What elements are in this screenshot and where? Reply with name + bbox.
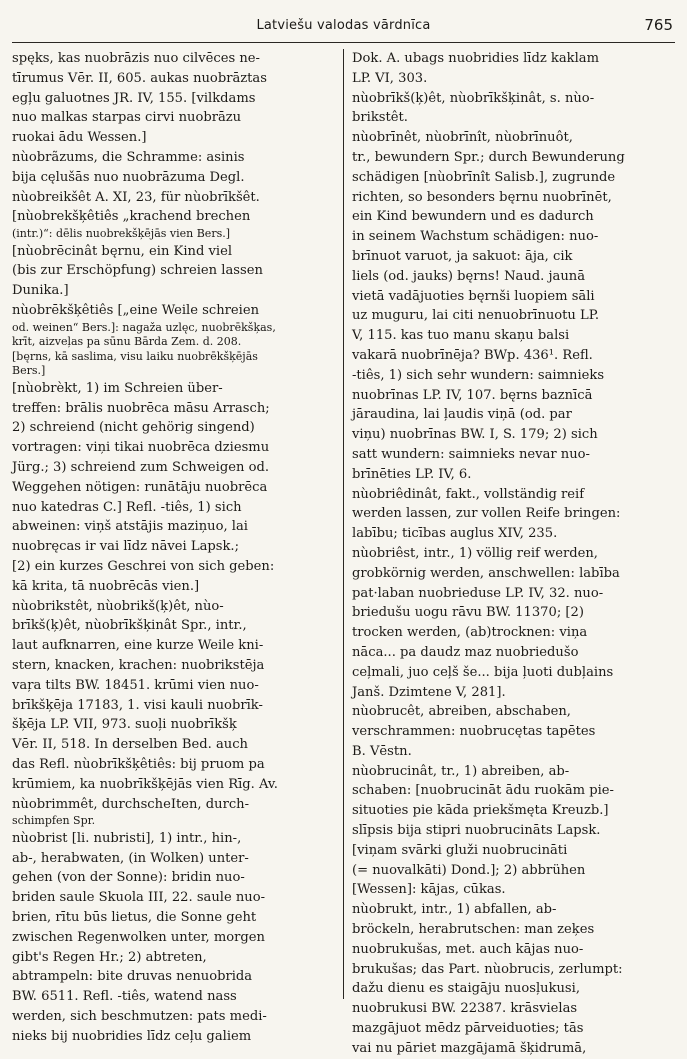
- text-line: ruokai ādu Wessen.]: [12, 130, 147, 146]
- text-line: nùobrucêt, abreiben, abschaben,: [352, 704, 571, 720]
- text-line: nùobrist [li. nubristi], 1) intr., hin-,: [12, 830, 242, 846]
- text-line: gehen (von der Sonne): bridin nuo-: [12, 870, 245, 886]
- text-line: [nùobrèkt, 1) im Schreien über-: [12, 380, 223, 396]
- text-line: stern, knacken, krachen: nuobrikstēja: [12, 658, 265, 674]
- text-line: nuobrīnas LP. IV, 107. bęrns baznīcā: [352, 387, 593, 403]
- text-line: schimpfen Spr.: [12, 814, 96, 828]
- text-line: nùobrēkšķêtiês [„eine Weile schreien: [12, 303, 260, 319]
- text-line: B. Vēstn.: [352, 743, 412, 759]
- text-line: treffen: brālis nuobrēca māsu Arrasch;: [12, 400, 270, 416]
- text-line: nuobrukusi BW. 22387. krāsvielas: [352, 1001, 578, 1017]
- text-line: abtrampeln: bite druvas nenuobrida: [12, 969, 253, 985]
- text-line: ceļmali, juo ceļš še... bija ļuoti dubļains: [352, 664, 614, 680]
- text-line: grobkörnig werden, anschwellen: labība: [352, 565, 620, 581]
- page-header: [12, 14, 675, 40]
- text-line: BW. 6511. Refl. -tiês, watend nass: [12, 989, 237, 1005]
- text-line: brīkšķēja 17183, 1. visi kauli nuobrīk-: [12, 697, 263, 713]
- text-line: nùobriêdinât, fakt., vollständig reif: [352, 486, 585, 502]
- text-line: jāraudina, lai ļaudis viņā (od. par: [352, 407, 572, 423]
- text-line: [viņam svārki gluži nuobrucināti: [352, 842, 568, 858]
- text-line: (intr.)“: dēlis nuobrekšķējās vien Bers.]: [12, 227, 231, 241]
- text-line: tr., bewundern Spr.; durch Bewunderung: [352, 149, 625, 165]
- text-line: vortragen: viņi tikai nuobrēca dziesmu: [12, 440, 270, 456]
- text-line: bröckeln, herabrutschen: man zeķes: [352, 922, 595, 938]
- text-line: in seinem Wachstum schädigen: nuo-: [352, 229, 599, 245]
- two-column-body: [12, 49, 675, 1056]
- text-line: pat·laban nuobrieduse LP. IV, 32. nuo-: [352, 585, 604, 601]
- text-line: richten, so besonders bęrnu nuobrīnēt,: [352, 189, 612, 205]
- text-line: spęks, kas nuobrāzis nuo cilvēces ne-: [12, 51, 260, 66]
- text-line: šķēja LP. VII, 973. suoļi nuobrīkšķ: [12, 717, 237, 733]
- text-line: nùobrīkš(ķ)êt, nùobrīkšķinât, s. nùo-: [352, 90, 595, 106]
- text-line: werden lassen, zur vollen Reife bringen:: [352, 506, 621, 522]
- text-line: Weggehen nötigen: runātāju nuobrēca: [12, 479, 268, 495]
- text-line: [nùobrēcinât bęrnu, ein Kind viel: [12, 243, 233, 259]
- text-line: 2) schreiend (nicht gehörig singend): [12, 420, 255, 436]
- text-line: LP. VI, 303.: [352, 70, 428, 86]
- text-line: ein Kind bewundern und es dadurch: [352, 209, 594, 225]
- text-line: Dok. A. ubags nuobridies līdz kaklam: [352, 51, 599, 66]
- text-line: brīkš(ķ)êt, nùobrīkšķinât Spr., intr.,: [12, 618, 247, 634]
- text-line: dažu dienu es staigāju nuosļukusi,: [352, 981, 581, 997]
- text-line: nuobręcas ir vai līdz nāvei Lapsk.;: [12, 539, 239, 555]
- text-line: schädigen [nùobrīnît Salisb.], zugrunde: [352, 169, 616, 185]
- text-line: [nùobrekšķêtiês „krachend brechen: [12, 209, 251, 225]
- text-line: [2) ein kurzes Geschrei von sich geben:: [12, 559, 275, 575]
- text-line: viņu) nuobrīnas BW. I, S. 179; 2) sich: [352, 427, 598, 443]
- text-line: nùobreikšêt A. XI, 23, für nùobrīkšêt.: [12, 189, 260, 205]
- text-line: trocken werden, (ab)trocknen: viņa: [352, 625, 588, 641]
- text-line: uz muguru, lai citi nenuobrīnuotu LP.: [352, 308, 600, 324]
- header-rule: [12, 42, 675, 43]
- text-line: Vēr. II, 518. In derselben Bed. auch: [12, 737, 248, 753]
- text-line: verschrammen: nuobrucętas tapētes: [352, 724, 596, 740]
- text-line: krīt, aizveļas pa sūnu Bārda Zem. d. 208.: [12, 335, 242, 349]
- text-line: Bers.]: [12, 364, 46, 378]
- text-line: brien, rītu būs lietus, die Sonne geht: [12, 910, 257, 926]
- text-line: nuobrukušas, met. auch kājas nuo-: [352, 941, 584, 957]
- text-line: liels (od. jauks) bęrns! Naud. jaunā: [352, 268, 586, 284]
- text-line: vai nu pāriet mazgājamā šķidrumā,: [352, 1040, 587, 1056]
- text-line: vaŗa tilts BW. 18451. krūmi vien nuo-: [12, 677, 259, 693]
- text-line: Jürg.; 3) schreiend zum Schweigen od.: [12, 460, 270, 476]
- text-line: nāca... pa daudz maz nuobriedušo: [352, 644, 579, 660]
- text-line: nùobrãzums, die Schramme: asinis: [12, 149, 245, 165]
- text-line: (= nuovalkāti) Dond.]; 2) abbrühen: [352, 862, 586, 878]
- text-line: brīnuot varuot, ja sakuot: āja, cik: [352, 248, 573, 264]
- text-line: das Refl. nùobrīkšķêtiês: bij pruom pa: [12, 757, 265, 772]
- text-line: briedušu uogu rāvu BW. 11370; [2): [352, 605, 584, 621]
- text-line: nùobrukt, intr., 1) abfallen, ab-: [352, 902, 557, 918]
- text-line: Janš. Dzimtene V, 281].: [352, 684, 506, 700]
- text-line: labību; ticības auglus XIV, 235.: [352, 526, 558, 542]
- text-line: abweinen: viņš atstājis maziņuo, lai: [12, 519, 248, 535]
- text-line: nuo malkas starpas cirvi nuobrāzu: [12, 110, 242, 126]
- text-line: slīpsis bija stipri nuobrucināts Lapsk.: [352, 823, 601, 839]
- text-line: situoties pie kāda priekšmęta Kreuzb.]: [352, 803, 609, 819]
- text-line: tīrumus Vēr. II, 605. aukas nuobrāztas: [12, 70, 267, 86]
- text-line: vietā vadājuoties bęrnši luopiem sāli: [352, 288, 595, 304]
- text-line: werden, sich beschmutzen: pats medi-: [12, 1009, 267, 1025]
- text-line: brukušas; das Part. nùobrucis, zerlumpt:: [352, 961, 623, 977]
- text-line: krūmiem, ka nuobrīkšķējās vien Rīg. Av.: [12, 776, 278, 792]
- text-line: zwischen Regenwolken unter, morgen: [12, 929, 265, 945]
- text-line: satt wundern: saimnieks nevar nuo-: [352, 446, 590, 462]
- left-column: [12, 49, 343, 1044]
- text-line: vakarā nuobrīnēja? BWp. 436¹. Refl.: [352, 347, 593, 363]
- text-line: brikstêt.: [352, 110, 408, 126]
- text-line: -tiês, 1) sich sehr wundern: saimnieks: [352, 367, 605, 383]
- text-line: nùobrimmêt, durchscheIten, durch-: [12, 796, 250, 812]
- right-column: [343, 49, 675, 1056]
- text-line: briden saule Skuola III, 22. saule nuo-: [12, 890, 266, 906]
- text-line: brīnēties LP. IV, 6.: [352, 466, 472, 482]
- text-line: mazgājuot mēdz pārveiduoties; tās: [352, 1021, 584, 1037]
- text-line: nùobrikstêt, nùobrikš(ķ)êt, nùo-: [12, 598, 224, 614]
- text-line: nùobrucinât, tr., 1) abreiben, ab-: [352, 763, 570, 779]
- running-title: Latviešu valodas vārdnīca: [256, 18, 431, 33]
- text-line: ab-, herabwaten, (in Wolken) unter-: [12, 850, 249, 866]
- text-line: V, 115. kas tuo manu skaņu balsi: [352, 328, 570, 344]
- text-line: gibt's Regen Hr.; 2) abtreten,: [12, 949, 207, 965]
- text-line: egļu galuotnes JR. IV, 155. [vilkdams: [12, 90, 256, 106]
- text-line: (bis zur Erschöpfung) schreien lassen: [12, 263, 263, 279]
- text-line: nieks bij nuobridies līdz ceļu galiem: [12, 1028, 252, 1044]
- text-line: bija cęlušās nuo nuobrāzuma Degl.: [12, 169, 245, 185]
- text-line: kā krita, tā nuobrēcās vien.]: [12, 578, 200, 594]
- text-line: laut aufknarren, eine kurze Weile kni-: [12, 638, 264, 654]
- text-line: schaben: [nuobrucināt ādu ruokām pie-: [352, 783, 614, 799]
- page-number: 765: [644, 16, 673, 34]
- text-line: nuo katedras C.] Refl. -tiês, 1) sich: [12, 499, 242, 515]
- text-line: [Wessen]: kājas, cūkas.: [352, 882, 506, 898]
- text-line: nùobrīnêt, nùobrīnît, nùobrīnuôt,: [352, 130, 573, 146]
- text-line: [bęrns, kā saslima, visu laiku nuobrēkšķējās: [12, 349, 258, 363]
- text-line: od. weinen“ Bers.]: nagaža uzlęc, nuobrēkšķas,: [12, 320, 276, 334]
- text-line: Dunika.]: [12, 283, 69, 299]
- text-line: nùobriêst, intr., 1) völlig reif werden,: [352, 545, 598, 561]
